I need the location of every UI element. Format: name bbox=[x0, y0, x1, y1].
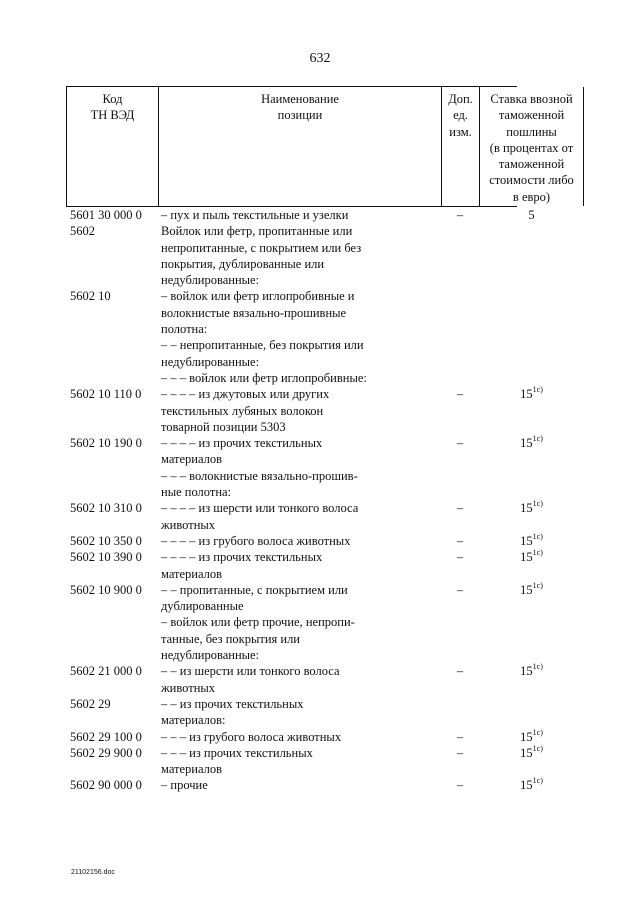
table-row bbox=[66, 207, 535, 223]
row-name: – – – – из джутовых или других текстильных лубяных волокон товарной позиции 5303 bbox=[161, 387, 330, 434]
row-rate bbox=[479, 745, 584, 761]
row-rate bbox=[479, 582, 584, 598]
table-row bbox=[66, 727, 543, 745]
table-row bbox=[66, 385, 543, 435]
row-rate-note: 1c) bbox=[532, 662, 543, 672]
row-rate bbox=[479, 386, 584, 402]
file-name-footer: 21102156.doc bbox=[71, 869, 115, 876]
row-name: – – непропитанные, без покрытия или недублированные: bbox=[161, 338, 364, 369]
row-code: 5601 30 000 0 bbox=[70, 208, 142, 222]
row-rate-value: 15 bbox=[520, 387, 533, 402]
header-code-cell bbox=[66, 87, 158, 206]
table-row bbox=[66, 499, 543, 533]
row-rate-note: 1c) bbox=[532, 776, 543, 786]
table-row bbox=[66, 662, 543, 696]
row-unit: – bbox=[456, 387, 464, 402]
table-row bbox=[66, 288, 517, 337]
row-code: 5602 10 110 0 bbox=[70, 387, 142, 402]
table-row bbox=[66, 776, 543, 793]
row-rate-value: 15 bbox=[520, 745, 533, 760]
row-rate-note: 1c) bbox=[532, 727, 543, 737]
row-code: 5602 10 bbox=[70, 289, 111, 304]
row-name: – – – – из грубого волоса животных bbox=[161, 533, 351, 548]
row-unit: – bbox=[456, 778, 464, 793]
row-rate-note: 1c) bbox=[532, 499, 543, 509]
row-name: – – – – из шерсти или тонкого волоса животных bbox=[161, 501, 359, 532]
row-rate-value: 15 bbox=[520, 550, 533, 565]
row-unit: – bbox=[456, 550, 464, 565]
row-rate-value: 15 bbox=[520, 778, 533, 793]
row-name: – войлок или фетр прочие, непропи- танные, без покрытия или недублированные: bbox=[161, 615, 355, 663]
row-unit: – bbox=[456, 582, 464, 597]
row-unit: – bbox=[456, 501, 464, 516]
row-unit: – bbox=[456, 745, 464, 760]
row-rate-value: 15 bbox=[520, 729, 533, 744]
table-row bbox=[66, 580, 543, 615]
row-name: – – – – из прочих текстильных материалов bbox=[161, 550, 323, 581]
table-header bbox=[66, 87, 574, 206]
row-rate-value: 15 bbox=[520, 582, 533, 597]
row-unit: – bbox=[456, 436, 464, 451]
row-rate-value: 15 bbox=[520, 436, 533, 451]
table-row bbox=[66, 337, 517, 370]
row-rate bbox=[479, 533, 584, 549]
table-row bbox=[66, 223, 517, 288]
row-code: 5602 21 000 0 bbox=[70, 664, 142, 679]
row-code: 5602 bbox=[70, 224, 95, 239]
row-code: 5602 10 190 0 bbox=[70, 436, 142, 451]
table-row bbox=[66, 743, 543, 778]
row-name: – пух и пыль текстильные и узелки bbox=[161, 208, 349, 222]
row-unit: – bbox=[456, 729, 464, 744]
table-body bbox=[66, 207, 543, 794]
row-name: – – – волокнистые вязально-прошив- ные полотна: bbox=[161, 468, 358, 500]
row-name: – – – – из прочих текстильных материалов bbox=[161, 436, 323, 467]
table-row bbox=[66, 548, 543, 582]
row-rate-note: 1c) bbox=[532, 385, 543, 395]
row-code: 5602 10 390 0 bbox=[70, 550, 142, 565]
row-code: 5602 29 100 0 bbox=[70, 729, 142, 744]
row-name: – – из прочих текстильных материалов: bbox=[161, 696, 304, 728]
row-name: – – – войлок или фетр иглопробивные: bbox=[161, 370, 367, 385]
row-code: 5602 10 350 0 bbox=[70, 533, 142, 548]
row-rate bbox=[479, 435, 584, 451]
row-name: Войлок или фетр, пропитанные или непропитанные, с покрытием или без покрытия, дублированные или недублированные: bbox=[161, 224, 362, 288]
row-name: – – из шерсти или тонкого волоса животных bbox=[161, 664, 340, 695]
row-rate bbox=[479, 207, 584, 223]
row-rate bbox=[479, 777, 584, 793]
table-row bbox=[66, 531, 543, 549]
header-name-label: Наименование позиции bbox=[261, 92, 339, 123]
row-unit: – bbox=[456, 208, 464, 222]
row-code: 5602 10 310 0 bbox=[70, 501, 142, 516]
header-unit-label: Доп. ед. изм. bbox=[448, 92, 473, 139]
row-rate-note: 1c) bbox=[532, 580, 543, 590]
row-rate-note: 1c) bbox=[532, 531, 543, 541]
row-unit: – bbox=[456, 533, 464, 548]
row-code: 5602 29 bbox=[70, 696, 111, 711]
row-rate bbox=[479, 729, 584, 745]
row-rate-note: 1c) bbox=[532, 548, 543, 558]
table-row bbox=[66, 614, 517, 663]
row-name: – – пропитанные, с покрытием или дублированные bbox=[161, 582, 348, 614]
row-rate-value: 5 bbox=[528, 208, 535, 222]
row-rate bbox=[479, 500, 584, 516]
row-code: 5602 10 900 0 bbox=[70, 582, 142, 597]
table-row bbox=[66, 696, 517, 729]
row-rate bbox=[479, 663, 584, 679]
row-rate-value: 15 bbox=[520, 533, 533, 548]
row-name: – – – из прочих текстильных материалов bbox=[161, 745, 313, 777]
header-rate-label: Ставка ввозной таможенной пошлины (в процентах от таможенной стоимости либо в евро) bbox=[489, 92, 574, 204]
header-code-label: Код ТН ВЭД bbox=[90, 92, 135, 123]
row-rate-value: 15 bbox=[520, 664, 533, 679]
header-unit-cell bbox=[441, 87, 479, 206]
table-row bbox=[66, 468, 517, 501]
row-name: – войлок или фетр иглопробивные и волокнистые вязально-прошивные полотна: bbox=[161, 289, 355, 337]
row-rate-note: 1c) bbox=[532, 434, 543, 444]
row-code: 5602 29 900 0 bbox=[70, 745, 142, 760]
row-name: – прочие bbox=[161, 778, 208, 793]
table-row bbox=[66, 434, 543, 468]
row-code: 5602 90 000 0 bbox=[70, 778, 142, 793]
row-rate-note: 1c) bbox=[532, 743, 543, 753]
row-rate-value: 15 bbox=[520, 501, 533, 516]
header-rate-cell bbox=[479, 87, 584, 206]
row-name: – – – из грубого волоса животных bbox=[161, 729, 342, 744]
row-rate bbox=[479, 549, 584, 565]
row-unit: – bbox=[456, 664, 464, 679]
header-name-cell bbox=[158, 87, 441, 206]
table-row bbox=[66, 370, 517, 386]
page-number: 632 bbox=[309, 51, 331, 66]
